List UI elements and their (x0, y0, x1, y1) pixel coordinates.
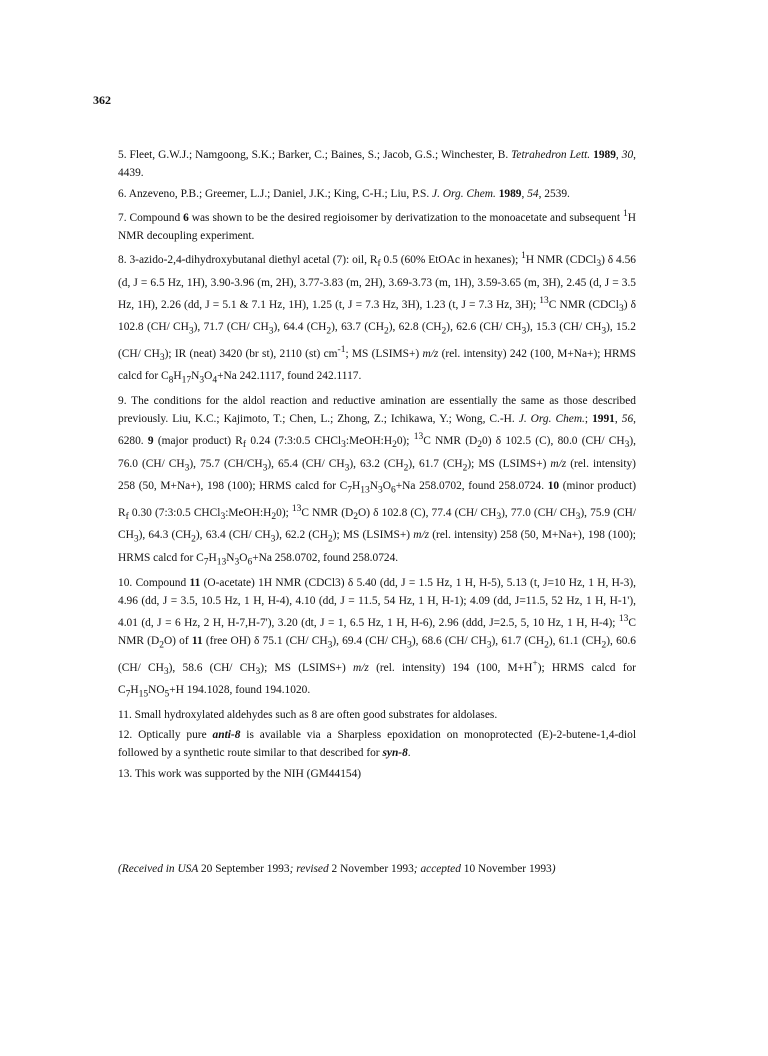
reference-text: +H 194.1028, found 194.1020. (169, 684, 311, 697)
reference-7 (118, 205, 636, 245)
reference-text: ); MS (LSIMS+) (332, 529, 414, 542)
reference-text: ) δ 4.56 (d, J = 6.5 Hz, 1H), 3.90-3.96 (m, 2H), 3.77-3.83 (m, 2H), 3.69-3.73 (m, 1H), 3.59-3.65 (m, 3H), 2.45 (d, J = 3.5 Hz, 1H), 2.26 (dd, J = 5.1 & 7.1 Hz, 1H), 1.25 (t, J = 7.3 Hz, 3H), 1.23 (t, J = 7.3 Hz, 3H); (118, 254, 636, 311)
reference-text: 54 (527, 187, 539, 200)
reference-text: N (191, 370, 200, 383)
reference-text: 2 (477, 440, 483, 451)
reference-text: O (204, 370, 213, 383)
reference-text: 9. The conditions for the aldol reaction and reductive amination are essentially the same as those described previously. Liu, K.C.; Kajimoto, T.; Chen, L.; Zhong, Z.; Ichikawa, Y.; Wong, C.-H. (118, 394, 636, 426)
reference-text: 3 (270, 534, 276, 545)
reference-text: 2 (544, 640, 549, 651)
reference-text: :MeOH:H (345, 435, 393, 448)
reference-text: ), 60.6 (CH/ CH (118, 635, 637, 674)
reference-text: was shown to be the desired regioisomer by derivatization to the monoacetate and subsequent (188, 211, 624, 224)
reference-text: :MeOH:H (225, 506, 272, 519)
reference-6 (118, 185, 636, 203)
reference-text: ), 69.4 (CH/ CH (332, 635, 408, 648)
reference-text: ), 75.9 (CH/ CH (118, 506, 636, 542)
reference-text: , (614, 413, 622, 426)
reference-text: 10 (547, 480, 560, 493)
reference-12 (118, 726, 636, 763)
reference-text: 1 (623, 208, 628, 219)
reference-text: 7 (203, 557, 209, 568)
reference-text: H (208, 551, 217, 564)
reference-text: 13 (413, 432, 424, 443)
reference-text: 3 (262, 463, 268, 474)
reference-text: 6. Anzeveno, P.B.; Greemer, L.J.; Daniel, J.K.; King, C-H.; Liu, P.S. (118, 187, 433, 200)
reference-text: 3 (624, 440, 630, 451)
reference-text: 3 (575, 512, 581, 523)
reference-text: 3 (378, 485, 383, 496)
reference-text: ), 61.1 (CH (548, 635, 602, 648)
reference-text: 3 (268, 326, 274, 337)
accepted-label: ; accepted (413, 863, 464, 875)
reference-text: 2 (191, 534, 196, 545)
reference-text: H (130, 684, 139, 697)
reference-text: 3 (159, 352, 165, 363)
reference-text: ), 76.0 (CH/ CH (118, 435, 637, 470)
reference-text: O (382, 480, 391, 493)
accepted-date: 10 November (463, 863, 527, 875)
reference-text: C NMR (D (118, 616, 636, 648)
reference-text: 11. Small hydroxylated aldehydes such as 8 are often good substrates for aldolases. (118, 708, 498, 721)
reference-text: (rel. intensity) 258 (50, M+Na+), 198 (100); HRMS calcd for C (118, 457, 636, 493)
reference-text: ; (584, 413, 593, 426)
received-line (118, 863, 678, 875)
reference-text: 3 (344, 463, 350, 474)
reference-text: 1989 (593, 149, 616, 161)
reference-text: ), 71.7 (CH/ CH (193, 321, 269, 334)
revised-label: ; revised (289, 863, 332, 875)
reference-text: 7. Compound (118, 211, 184, 224)
reference-text: ) δ 102.8 (CH/ CH (118, 298, 636, 334)
reference-text: +Na 242.1117, found 242.1117. (217, 370, 362, 383)
reference-text: 6 (247, 557, 253, 568)
reference-text: 11 (189, 576, 201, 589)
reference-text: (O-acetate) 1H NMR (CDCl3) δ 5.40 (dd, J = 1.5 Hz, 1 H, H-5), 5.13 (t, J=10 Hz, 1 H, H-3), 4.96 (dd, J = 3.5, 10.5 Hz, 1 H, H-4), 4.10 (dd, J = 11.5, 54 Hz, 1 H, H-1); 4.09 (dd, J=11.5, 52 Hz, 1 H, H-1'), 4.01 (d, J = 6 Hz, 2 H, H-7,H-7'), 3.20 (dt, J = 1, 6.5 Hz, 1 H, H-6), 2.96 (ddd, J=2.5, 5, 10 Hz, 1 H, H-4); (118, 576, 636, 629)
reference-text: ), 62.6 (CH/ CH (446, 321, 522, 334)
reference-text: C NMR (D (423, 435, 478, 448)
reference-text: , 6280. (118, 413, 636, 448)
reference-text: ), 75.7 (CH/CH (189, 457, 263, 470)
reference-text: 9 (147, 435, 154, 448)
reference-text: ), 62.8 (CH (388, 321, 442, 334)
reference-text: + (532, 658, 538, 669)
reference-text: , 4439. (118, 149, 636, 180)
reference-text: 30 (621, 149, 634, 161)
reference-11 (118, 706, 636, 724)
reference-text: 3 (496, 512, 502, 523)
reference-text: 0.24 (7:3:0.5 CHCl (246, 435, 342, 448)
reference-text: 0.30 (7:3:0.5 CHCl (128, 506, 221, 519)
received-year: 1993 (263, 863, 290, 875)
reference-text: 13 (539, 295, 549, 306)
reference-text: ); MS (LSIMS+) (467, 457, 551, 470)
reference-text: 8 (168, 375, 174, 386)
reference-text: ; MS (LSIMS+) (345, 347, 423, 360)
reference-text: 13 (216, 557, 227, 568)
reference-text: , 2539. (538, 187, 570, 200)
reference-text: (rel. intensity) 242 (100, M+Na+); HRMS calcd for C (118, 347, 636, 383)
reference-text: 10. Compound (118, 576, 190, 589)
reference-text: J. Org. Chem. (432, 187, 496, 200)
reference-text: 5. Fleet, G.W.J.; Namgoong, S.K.; Barker, C.; Baines, S.; Jacob, G.S.; Winchester, B. (118, 149, 512, 161)
reference-text: 13 (360, 485, 370, 496)
reference-text: 6 (183, 211, 189, 224)
received-open: (Received in USA (118, 863, 201, 875)
reference-text: 2 (383, 326, 389, 337)
reference-text: , (521, 187, 528, 200)
reference-text: C NMR (D (301, 506, 354, 519)
reference-13 (118, 765, 636, 783)
reference-text: (minor product) R (118, 480, 636, 519)
reference-text: 3 (341, 440, 346, 451)
reference-text: 13 (618, 614, 629, 625)
reference-text: J. Org. Chem. (518, 413, 585, 426)
reference-text: 3 (596, 259, 602, 270)
reference-text: 2 (159, 640, 164, 651)
reference-text: ), 62.2 (CH (275, 529, 328, 542)
reference-text: ); IR (neat) 3420 (br st), 2110 (st) cm (164, 347, 338, 360)
reference-text: 3 (327, 640, 333, 651)
reference-text: ), 15.3 (CH/ CH (526, 321, 602, 334)
reference-text: (major product) R (153, 435, 243, 448)
reference-text: ), 68.6 (CH/ CH (411, 635, 487, 648)
reference-text: 13. This work was supported by the NIH (GM44154) (118, 767, 362, 780)
reference-text: 12. Optically pure (118, 729, 213, 742)
accepted-year: 1993 (526, 863, 552, 875)
reference-10 (118, 574, 636, 704)
reference-text: 11 (191, 635, 203, 648)
reference-text: is available via a Sharpless epoxidation on monoprotected (E)-2-butene-1,4-diol followed by a synthetic route similar to that described for (118, 729, 636, 760)
reference-text: 3 (407, 640, 412, 651)
reference-text: ), 63.4 (CH/ CH (195, 529, 271, 542)
reference-text: H NMR decoupling experiment. (118, 211, 636, 242)
reference-text: 3 (601, 326, 607, 337)
reference-text: O) of (163, 635, 192, 648)
reference-text: 3 (255, 666, 261, 677)
revised-date: 2 November (331, 863, 389, 875)
reference-text: ), 63.2 (CH (349, 457, 404, 470)
reference-text: 3 (133, 534, 139, 545)
reference-text: O (239, 551, 248, 564)
reference-text: 13 (291, 503, 302, 514)
reference-text: anti-8 (212, 729, 241, 742)
reference-text: 5 (164, 689, 170, 700)
reference-text: m/z (422, 347, 439, 360)
reference-text: 0) δ 102.5 (C), 80.0 (CH/ CH (482, 435, 625, 448)
reference-text: 2 (403, 463, 409, 474)
reference-text: H NMR (CDCl (525, 254, 597, 267)
reference-8 (118, 247, 636, 390)
reference-text: 2 (462, 463, 468, 474)
reference-text: (free OH) δ 75.1 (CH/ CH (202, 635, 328, 648)
reference-text: 1989 (498, 187, 522, 200)
reference-text: N (369, 480, 378, 493)
reference-text: 6 (390, 485, 396, 496)
reference-text: 3 (220, 512, 226, 523)
reference-text: f (242, 440, 247, 451)
reference-text: 3 (163, 666, 169, 677)
reference-text: syn-8 (382, 747, 408, 760)
reference-text: , (615, 149, 622, 161)
reference-text: 3 (486, 640, 492, 651)
reference-text: 3 (199, 375, 205, 386)
reference-text: m/z (550, 457, 567, 470)
reference-text: ); HRMS calcd for C (118, 661, 636, 697)
reference-text: 3 (521, 326, 527, 337)
reference-list (118, 146, 636, 785)
reference-text: +Na 258.0702, found 258.0724. (252, 551, 399, 564)
reference-text: ), 77.0 (CH/ CH (501, 506, 576, 519)
reference-text: O) δ 102.8 (C), 77.4 (CH/ CH (358, 506, 497, 519)
reference-text: (rel. intensity) 258 (50, M+Na+), 198 (100); HRMS calcd for C (118, 529, 636, 564)
reference-text: 4 (212, 375, 218, 386)
reference-9 (118, 392, 636, 572)
received-date: 20 September (200, 863, 264, 875)
reference-text: 7 (347, 485, 353, 496)
page-number: 362 (93, 93, 111, 107)
reference-text: 2 (353, 512, 358, 523)
reference-text: 3 (184, 463, 190, 474)
reference-text: ), 65.4 (CH/ CH (267, 457, 345, 470)
reference-text: +Na 258.0702, found 258.0724. (395, 480, 548, 493)
reference-text: NO (148, 684, 165, 697)
reference-text: H (352, 480, 361, 493)
reference-text: ), 61.7 (CH (491, 635, 545, 648)
reference-text: m/z (413, 529, 430, 542)
reference-text: 7 (125, 689, 131, 700)
reference-text: 0.5 (60% EtOAc in hexanes); (380, 254, 522, 267)
received-close: ) (551, 863, 556, 875)
reference-text: 0); (276, 506, 292, 519)
reference-text: 2 (327, 534, 333, 545)
reference-text: 2 (441, 326, 447, 337)
reference-text: ), 64.3 (CH (138, 529, 192, 542)
reference-text: Tetrahedron Lett. (511, 149, 591, 161)
revised-year: 1993 (388, 863, 414, 875)
reference-text: 1991 (592, 413, 615, 426)
reference-text: 1 (521, 251, 526, 262)
reference-text: 2 (271, 512, 277, 523)
reference-text: -1 (337, 344, 346, 355)
reference-text: . (407, 747, 411, 760)
reference-text: ), 64.4 (CH (273, 321, 327, 334)
reference-text: ), 61.7 (CH (408, 457, 463, 470)
reference-text: C NMR (CDCl (548, 298, 619, 311)
reference-text: 2 (392, 440, 397, 451)
reference-text: H (173, 370, 182, 383)
reference-text: ), 15.2 (CH/ CH (118, 321, 636, 360)
reference-text: 3 (188, 326, 194, 337)
reference-text: (rel. intensity) 194 (100, M+H (368, 661, 533, 674)
reference-text: N (226, 551, 235, 564)
reference-5 (118, 146, 636, 183)
reference-text: 0); (396, 435, 414, 448)
reference-text: m/z (353, 661, 369, 674)
reference-text: 8. 3-azido-2,4-dihydroxybutanal diethyl acetal (7): oil, R (118, 254, 378, 267)
reference-text: 17 (181, 375, 192, 386)
reference-text: 2 (601, 640, 607, 651)
reference-text: 15 (138, 689, 149, 700)
reference-text: 2 (326, 326, 332, 337)
reference-text: f (125, 512, 129, 523)
reference-text: f (377, 259, 381, 270)
reference-text: ), 63.7 (CH (331, 321, 384, 334)
reference-text: 3 (234, 557, 240, 568)
reference-text: 56 (621, 413, 634, 426)
reference-text: 3 (618, 304, 624, 315)
reference-text: ), 58.6 (CH/ CH (168, 661, 256, 674)
reference-text: ); MS (LSIMS+) (260, 661, 353, 674)
